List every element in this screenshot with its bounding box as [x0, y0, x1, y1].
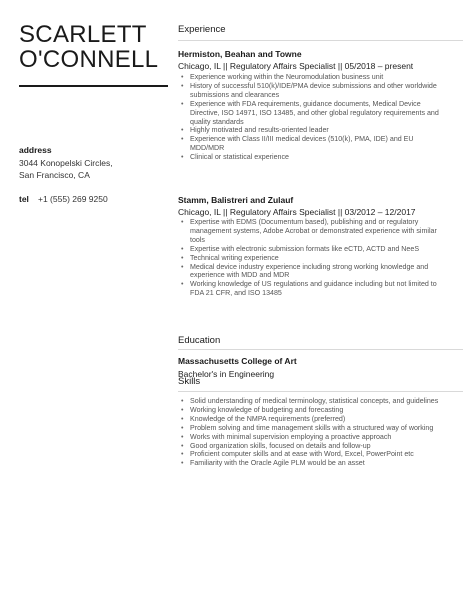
name-divider: [19, 85, 168, 87]
job-2-role: Chicago, IL || Regulatory Affairs Specialist || 03/2012 – 12/2017: [178, 207, 416, 217]
list-item: • Experience working within the Neuromodulation business unit: [178, 73, 448, 82]
list-item: • Highly motivated and results-oriented leader: [178, 126, 448, 135]
list-item: • Experience with FDA requirements, guidance documents, Medical Device Directive, ISO 14971, ISO 13485, and other global regulatory requirements and quality standards: [178, 100, 448, 127]
tel-label: tel: [19, 194, 29, 204]
list-item: • Good organization skills, focused on details and follow-up: [178, 442, 448, 451]
list-item: • Working knowledge of US regulations and guidance including but not limited to FDA 21 CFR, and ISO 13485: [178, 280, 448, 298]
list-item: • Technical writing experience: [178, 254, 448, 263]
job-2-bullets: [178, 218, 448, 298]
degree: Bachelor's in Engineering: [178, 369, 275, 379]
list-item: • Works with minimal supervision employing a proactive approach: [178, 433, 448, 442]
list-item: • Problem solving and time management skills with a structured way of working: [178, 424, 448, 433]
address-line-1: 3044 Konopelski Circles,: [19, 158, 113, 168]
list-item: • History of successful 510(k)/IDE/PMA device submissions and other worldwide submissions and clearances: [178, 82, 448, 100]
education-heading: Education: [178, 335, 221, 346]
list-item: • Knowledge of the NMPA requirements (preferred): [178, 415, 448, 424]
list-item: • Familiarity with the Oracle Agile PLM would be an asset: [178, 459, 448, 468]
education-divider: [178, 349, 463, 350]
skills-list: [178, 397, 448, 468]
list-item: • Medical device industry experience including strong working knowledge and experience with MDD and MDR: [178, 263, 448, 281]
list-item: • Expertise with electronic submission formats like eCTD, ACTD and NeeS: [178, 245, 448, 254]
job-1-role: Chicago, IL || Regulatory Affairs Specialist || 05/2018 – present: [178, 61, 414, 71]
tel-value: +1 (555) 269 9250: [38, 194, 108, 204]
list-item: • Proficient computer skills and at ease with Word, Excel, PowerPoint etc: [178, 450, 448, 459]
list-item: • Clinical or statistical experience: [178, 153, 448, 162]
list-item: • Solid understanding of medical terminology, statistical concepts, and guidelines: [178, 397, 448, 406]
list-item: • Working knowledge of budgeting and forecasting: [178, 406, 448, 415]
last-name: O'CONNELL: [19, 46, 159, 73]
job-1-company: Hermiston, Beahan and Towne: [178, 49, 302, 59]
school-name: Massachusetts College of Art: [178, 356, 297, 366]
experience-divider: [178, 40, 463, 41]
experience-heading: Experience: [178, 24, 226, 35]
address-label: address: [19, 145, 52, 155]
skills-heading: Skills: [178, 376, 201, 387]
skills-divider: [178, 391, 463, 392]
candidate-name: [19, 22, 169, 72]
first-name: SCARLETT: [19, 21, 147, 48]
job-2-company: Stamm, Balistreri and Zulauf: [178, 195, 294, 205]
job-1-bullets: [178, 73, 448, 162]
address-line-2: San Francisco, CA: [19, 170, 90, 180]
list-item: • Expertise with EDMS (Documentum based), publishing and or regulatory management systems, Adobe Acrobat or demonstrated experience with similar tools: [178, 218, 448, 245]
list-item: • Experience with Class II/III medical devices (510(k), PMA, IDE) and EU MDD/MDR: [178, 135, 448, 153]
